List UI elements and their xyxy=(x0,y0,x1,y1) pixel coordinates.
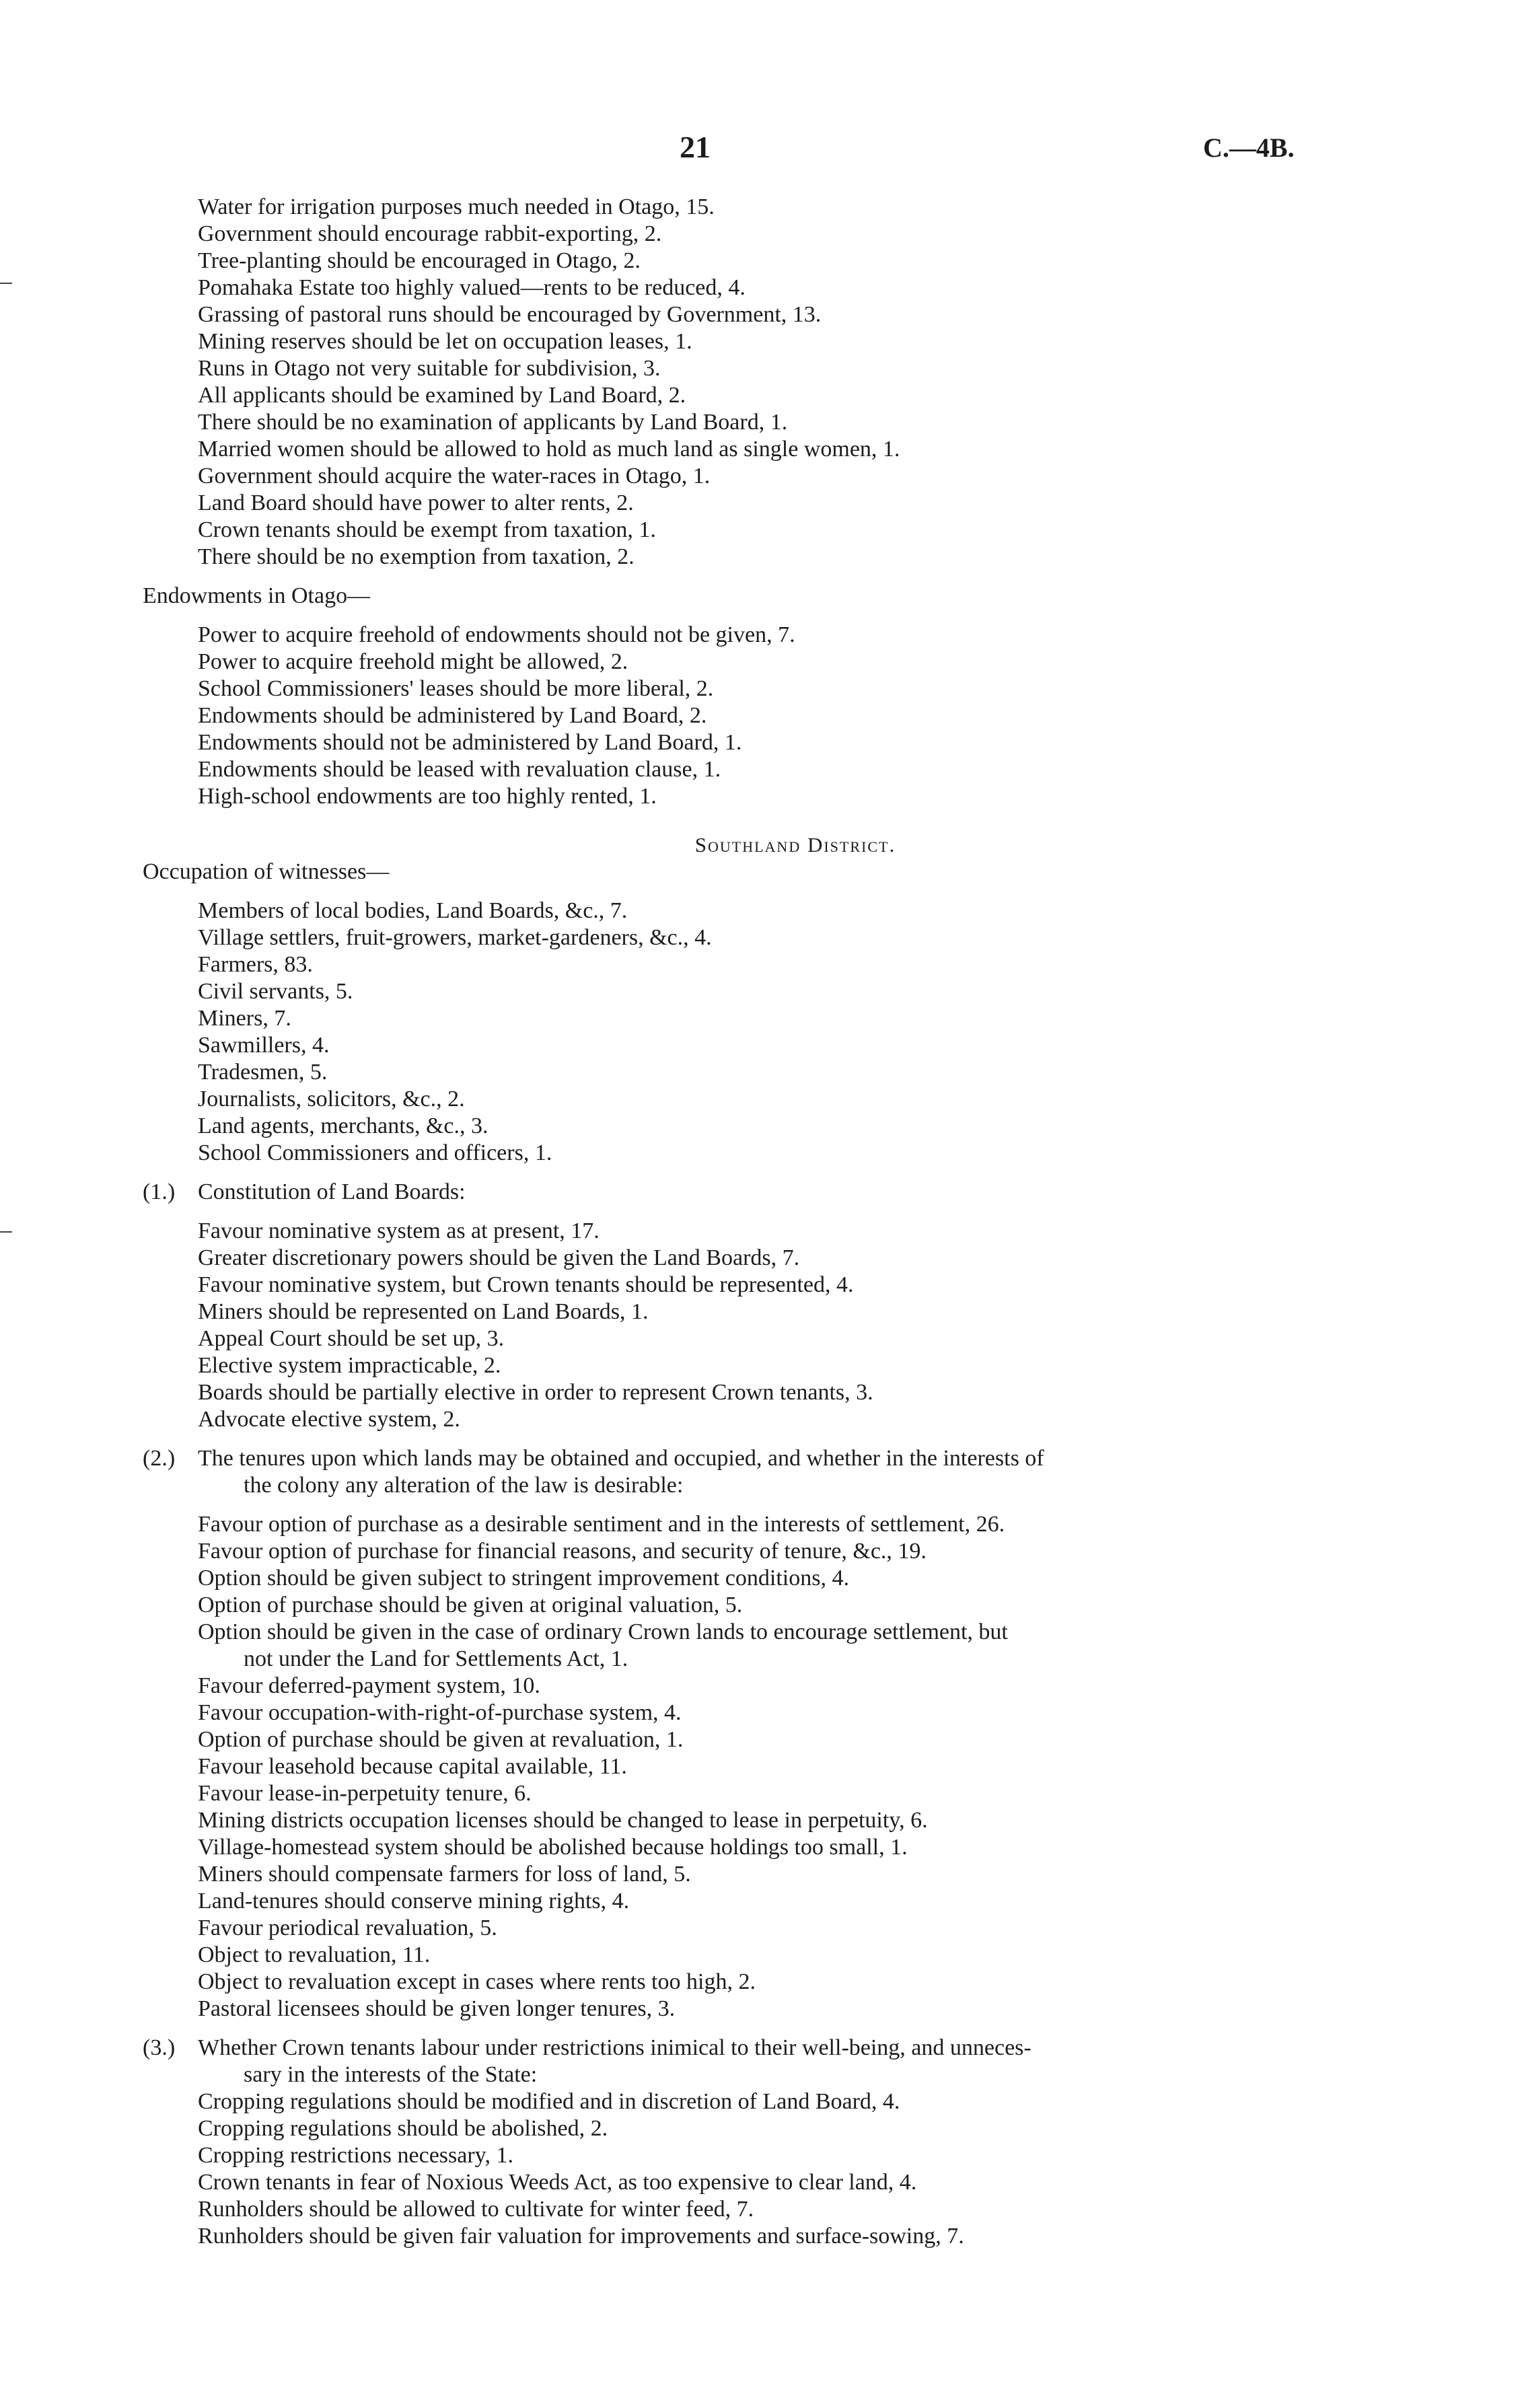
list-item: Endowments should not be administered by Land Board, 1. xyxy=(198,730,742,755)
question-title xyxy=(198,1445,1327,1499)
list-item: Miners should compensate farmers for loss of land, 5. xyxy=(198,1862,691,1887)
list-item: Village settlers, fruit-growers, market-gardeners, &c., 4. xyxy=(198,925,712,950)
list-item: All applicants should be examined by Land Board, 2. xyxy=(198,383,686,408)
list-item: Favour option of purchase for financial reasons, and security of tenure, &c., 19. xyxy=(198,1539,927,1564)
question-2-list xyxy=(143,1511,1327,2022)
list-item: Journalists, solicitors, &c., 2. xyxy=(198,1087,465,1111)
list-item: Power to acquire freehold might be allowed, 2. xyxy=(198,649,628,674)
list-item: Favour leasehold because capital available, 11. xyxy=(198,1754,627,1779)
list-item: Runholders should be given fair valuation for improvements and surface-sowing, 7. xyxy=(198,2224,964,2249)
question-number: (3.) xyxy=(143,2035,176,2060)
question-number: (2.) xyxy=(143,1446,176,1471)
question-3-heading xyxy=(143,2035,1327,2088)
list-item: Advocate elective system, 2. xyxy=(198,1407,460,1432)
question-2-heading xyxy=(143,1445,1327,1499)
list-item: Cropping restrictions necessary, 1. xyxy=(198,2143,513,2168)
list-item-line: not under the Land for Settlements Act, 1. xyxy=(244,1646,628,1671)
question-title-line: the colony any alteration of the law is desirable: xyxy=(244,1473,684,1498)
list-item: Boards should be partially elective in order to represent Crown tenants, 3. xyxy=(198,1380,873,1405)
list-item xyxy=(143,1619,1327,1673)
list-item: Grassing of pastoral runs should be encouraged by Government, 13. xyxy=(198,302,822,327)
list-item: Favour periodical revaluation, 5. xyxy=(198,1916,497,1940)
question-title-line: Whether Crown tenants labour under restrictions inimical to their well-being, and unneces- xyxy=(198,2035,1032,2060)
list-item: Farmers, 83. xyxy=(198,952,313,977)
question-title xyxy=(198,2035,1327,2088)
margin-mark xyxy=(0,1231,12,1233)
page-header xyxy=(0,129,1518,170)
list-item: Miners, 7. xyxy=(198,1006,291,1031)
list-item: Endowments should be leased with revaluation clause, 1. xyxy=(198,757,721,782)
list-item: Land Board should have power to alter rents, 2. xyxy=(198,490,634,515)
list-item: Favour deferred-payment system, 10. xyxy=(198,1673,540,1698)
list-item: Elective system impracticable, 2. xyxy=(198,1353,501,1378)
question-number: (1.) xyxy=(143,1179,176,1204)
document-reference: C.—4B. xyxy=(1203,133,1295,163)
question-title: Constitution of Land Boards: xyxy=(198,1179,466,1204)
question-3-list xyxy=(143,2088,1327,2250)
list-item: Mining reserves should be let on occupation leases, 1. xyxy=(198,329,692,354)
list-item: Greater discretionary powers should be given the Land Boards, 7. xyxy=(198,1245,800,1270)
occupations-list xyxy=(143,898,1327,1167)
list-item: Tradesmen, 5. xyxy=(198,1060,328,1085)
margin-mark xyxy=(0,283,12,284)
section-heading-southland: Southland District. xyxy=(694,833,896,856)
question-title-line: sary in the interests of the State: xyxy=(244,2062,538,2087)
list-item: Favour option of purchase as a desirable sentiment and in the interests of settlement, 26. xyxy=(198,1512,1005,1537)
list-item: Favour nominative system, but Crown tenants should be represented, 4. xyxy=(198,1272,854,1297)
list-item: School Commissioners and officers, 1. xyxy=(198,1140,552,1165)
list-item: Crown tenants in fear of Noxious Weeds Act, as too expensive to clear land, 4. xyxy=(198,2170,917,2195)
list-item: Option of purchase should be given at revaluation, 1. xyxy=(198,1727,684,1752)
list-item: School Commissioners' leases should be more liberal, 2. xyxy=(198,676,714,701)
list-item: Mining districts occupation licenses should be changed to lease in perpetuity, 6. xyxy=(198,1808,928,1833)
list-item: High-school endowments are too highly rented, 1. xyxy=(198,784,657,809)
list-item: Option of purchase should be given at original valuation, 5. xyxy=(198,1593,743,1617)
occupation-heading: Occupation of witnesses— xyxy=(143,859,390,884)
list-item: Tree-planting should be encouraged in Otago, 2. xyxy=(198,248,641,273)
list-item: Power to acquire freehold of endowments should not be given, 7. xyxy=(198,622,795,647)
list-item: Government should encourage rabbit-exporting, 2. xyxy=(198,221,662,246)
question-1-heading xyxy=(143,1179,1327,1206)
list-item: Cropping regulations should be abolished, 2. xyxy=(198,2116,608,2141)
list-item: Favour nominative system as at present, 17. xyxy=(198,1218,600,1243)
list-item: Married women should be allowed to hold as much land as single women, 1. xyxy=(198,437,900,462)
list-item-line: Option should be given in the case of ordinary Crown lands to encourage settlement, but xyxy=(198,1619,1008,1644)
list-item: There should be no exemption from taxation, 2. xyxy=(198,544,635,569)
list-item: Land-tenures should conserve mining rights, 4. xyxy=(198,1889,630,1913)
otago-items-list xyxy=(143,194,1327,571)
list-item: Land agents, merchants, &c., 3. xyxy=(198,1114,489,1138)
question-title-line: The tenures upon which lands may be obtained and occupied, and whether in the interests of xyxy=(198,1446,1044,1471)
list-item: Appeal Court should be set up, 3. xyxy=(198,1326,505,1351)
list-item: Crown tenants should be exempt from taxation, 1. xyxy=(198,517,656,542)
list-item: Sawmillers, 4. xyxy=(198,1033,330,1058)
list-item: Endowments should be administered by Land Board, 2. xyxy=(198,703,707,728)
question-1-list xyxy=(143,1218,1327,1433)
list-item: Pastoral licensees should be given longer tenures, 3. xyxy=(198,1996,676,2021)
list-item: Object to revaluation except in cases where rents too high, 2. xyxy=(198,1969,756,1994)
page-number: 21 xyxy=(680,130,711,164)
list-item: Government should acquire the water-races in Otago, 1. xyxy=(198,464,711,488)
endowments-heading: Endowments in Otago— xyxy=(143,583,371,608)
list-item: Water for irrigation purposes much needed in Otago, 15. xyxy=(198,194,715,219)
list-item: Pomahaka Estate too highly valued—rents to be reduced, 4. xyxy=(198,275,746,300)
list-item: Runs in Otago not very suitable for subdivision, 3. xyxy=(198,356,661,381)
list-item: Cropping regulations should be modified and in discretion of Land Board, 4. xyxy=(198,2089,900,2114)
list-item: Runholders should be allowed to cultivate for winter feed, 7. xyxy=(198,2197,754,2222)
list-item: Favour occupation-with-right-of-purchase system, 4. xyxy=(198,1700,682,1725)
endowments-list xyxy=(143,622,1327,810)
list-item: There should be no examination of applicants by Land Board, 1. xyxy=(198,410,788,435)
document-body xyxy=(143,194,1327,2250)
list-item: Object to revaluation, 11. xyxy=(198,1942,431,1967)
list-item: Miners should be represented on Land Boards, 1. xyxy=(198,1299,649,1324)
list-item: Members of local bodies, Land Boards, &c., 7. xyxy=(198,898,628,923)
list-item: Option should be given subject to stringent improvement conditions, 4. xyxy=(198,1566,849,1591)
list-item: Village-homestead system should be abolished because holdings too small, 1. xyxy=(198,1835,908,1860)
list-item: Favour lease-in-perpetuity tenure, 6. xyxy=(198,1781,532,1806)
list-item: Civil servants, 5. xyxy=(198,979,353,1004)
